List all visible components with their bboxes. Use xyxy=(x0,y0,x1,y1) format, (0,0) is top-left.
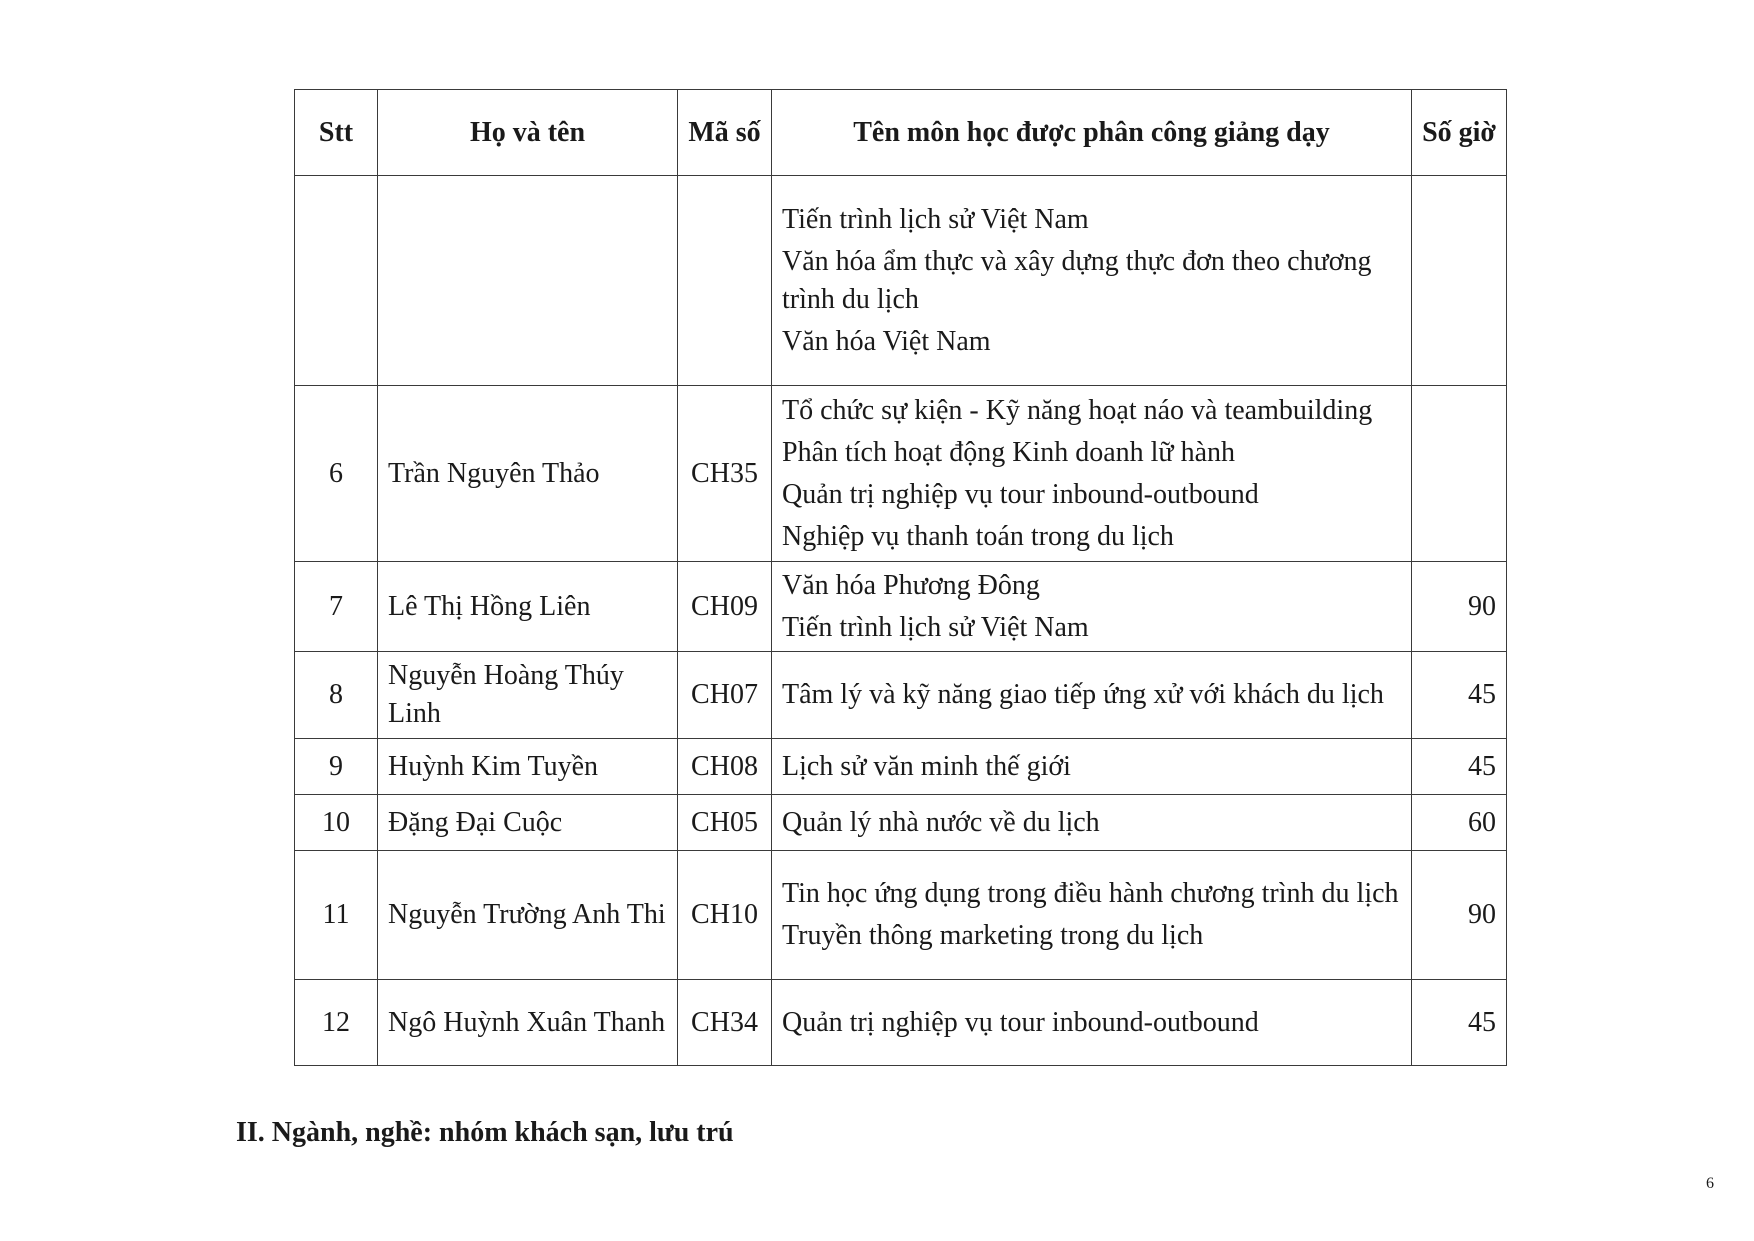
subject-item: Tiến trình lịch sử Việt Nam xyxy=(782,611,1089,643)
table-row xyxy=(295,652,1507,739)
cell-name: Trần Nguyên Thảo xyxy=(378,386,678,562)
cell-hours: 45 xyxy=(1412,739,1507,795)
cell-hours: 90 xyxy=(1412,851,1507,980)
subject-item: Tin học ứng dụng trong điều hành chương trình du lịch xyxy=(782,878,1399,909)
cell-stt: 9 xyxy=(295,739,378,795)
header-stt: Stt xyxy=(295,90,378,176)
cell-stt: 11 xyxy=(295,851,378,980)
table-row xyxy=(295,980,1507,1066)
header-code: Mã số xyxy=(678,90,772,176)
table-row xyxy=(295,739,1507,795)
subject-item: Văn hóa Phương Đông xyxy=(782,569,1040,601)
cell-code: CH35 xyxy=(678,386,772,562)
subject-item: Lịch sử văn minh thế giới xyxy=(782,750,1071,782)
table-row xyxy=(295,851,1507,980)
cell-code: CH09 xyxy=(678,562,772,652)
subject-item: Quản trị nghiệp vụ tour inbound-outbound xyxy=(782,478,1259,510)
cell-subjects xyxy=(772,386,1412,562)
header-name: Họ và tên xyxy=(378,90,678,176)
cell-subjects xyxy=(772,851,1412,980)
cell-subjects xyxy=(772,739,1412,795)
cell-subjects xyxy=(772,652,1412,739)
subject-item: Quản lý nhà nước về du lịch xyxy=(782,806,1100,838)
table-row xyxy=(295,562,1507,652)
cell-subjects xyxy=(772,980,1412,1066)
cell-stt: 6 xyxy=(295,386,378,562)
subject-item: Tâm lý và kỹ năng giao tiếp ứng xử với khách du lịch xyxy=(782,679,1384,710)
table-header-row xyxy=(295,90,1507,176)
cell-subjects xyxy=(772,176,1412,386)
cell-subjects xyxy=(772,795,1412,851)
subject-item: Văn hóa Việt Nam xyxy=(782,325,991,357)
cell-name xyxy=(378,176,678,386)
cell-hours: 60 xyxy=(1412,795,1507,851)
table-row xyxy=(295,386,1507,562)
subject-item: Truyền thông marketing trong du lịch xyxy=(782,920,1204,951)
cell-name: Nguyễn Hoàng Thúy Linh xyxy=(378,652,678,739)
cell-code: CH07 xyxy=(678,652,772,739)
subject-item: Tổ chức sự kiện - Kỹ năng hoạt náo và teambuilding xyxy=(782,394,1373,426)
cell-code: CH10 xyxy=(678,851,772,980)
section-heading: II. Ngành, nghề: nhóm khách sạn, lưu trú xyxy=(236,1117,734,1148)
cell-name: Nguyễn Trường Anh Thi xyxy=(378,851,678,980)
cell-stt: 8 xyxy=(295,652,378,739)
subject-item: Phân tích hoạt động Kinh doanh lữ hành xyxy=(782,436,1236,468)
cell-name: Ngô Huỳnh Xuân Thanh xyxy=(378,980,678,1066)
table-row xyxy=(295,795,1507,851)
cell-hours: 45 xyxy=(1412,980,1507,1066)
cell-name: Lê Thị Hồng Liên xyxy=(378,562,678,652)
cell-hours: 90 xyxy=(1412,562,1507,652)
cell-hours xyxy=(1412,176,1507,386)
subject-item: Tiến trình lịch sử Việt Nam xyxy=(782,203,1089,235)
cell-stt: 10 xyxy=(295,795,378,851)
page-number: 6 xyxy=(1706,1175,1714,1192)
cell-code xyxy=(678,176,772,386)
cell-stt xyxy=(295,176,378,386)
subject-item: Quản trị nghiệp vụ tour inbound-outbound xyxy=(782,1006,1259,1038)
cell-code: CH34 xyxy=(678,980,772,1066)
cell-hours xyxy=(1412,386,1507,562)
cell-stt: 12 xyxy=(295,980,378,1066)
cell-stt: 7 xyxy=(295,562,378,652)
header-hours: Số giờ xyxy=(1412,90,1507,176)
subject-item: Nghiệp vụ thanh toán trong du lịch xyxy=(782,520,1174,552)
teaching-assignment-table xyxy=(294,89,1507,1066)
cell-hours: 45 xyxy=(1412,652,1507,739)
header-subjects: Tên môn học được phân công giảng dạy xyxy=(772,90,1412,176)
cell-name: Huỳnh Kim Tuyền xyxy=(378,739,678,795)
cell-subjects xyxy=(772,562,1412,652)
cell-name: Đặng Đại Cuộc xyxy=(378,795,678,851)
cell-code: CH05 xyxy=(678,795,772,851)
subject-item: Văn hóa ẩm thực và xây dựng thực đơn theo chương trình du lịch xyxy=(782,245,1372,315)
table-row xyxy=(295,176,1507,386)
cell-code: CH08 xyxy=(678,739,772,795)
